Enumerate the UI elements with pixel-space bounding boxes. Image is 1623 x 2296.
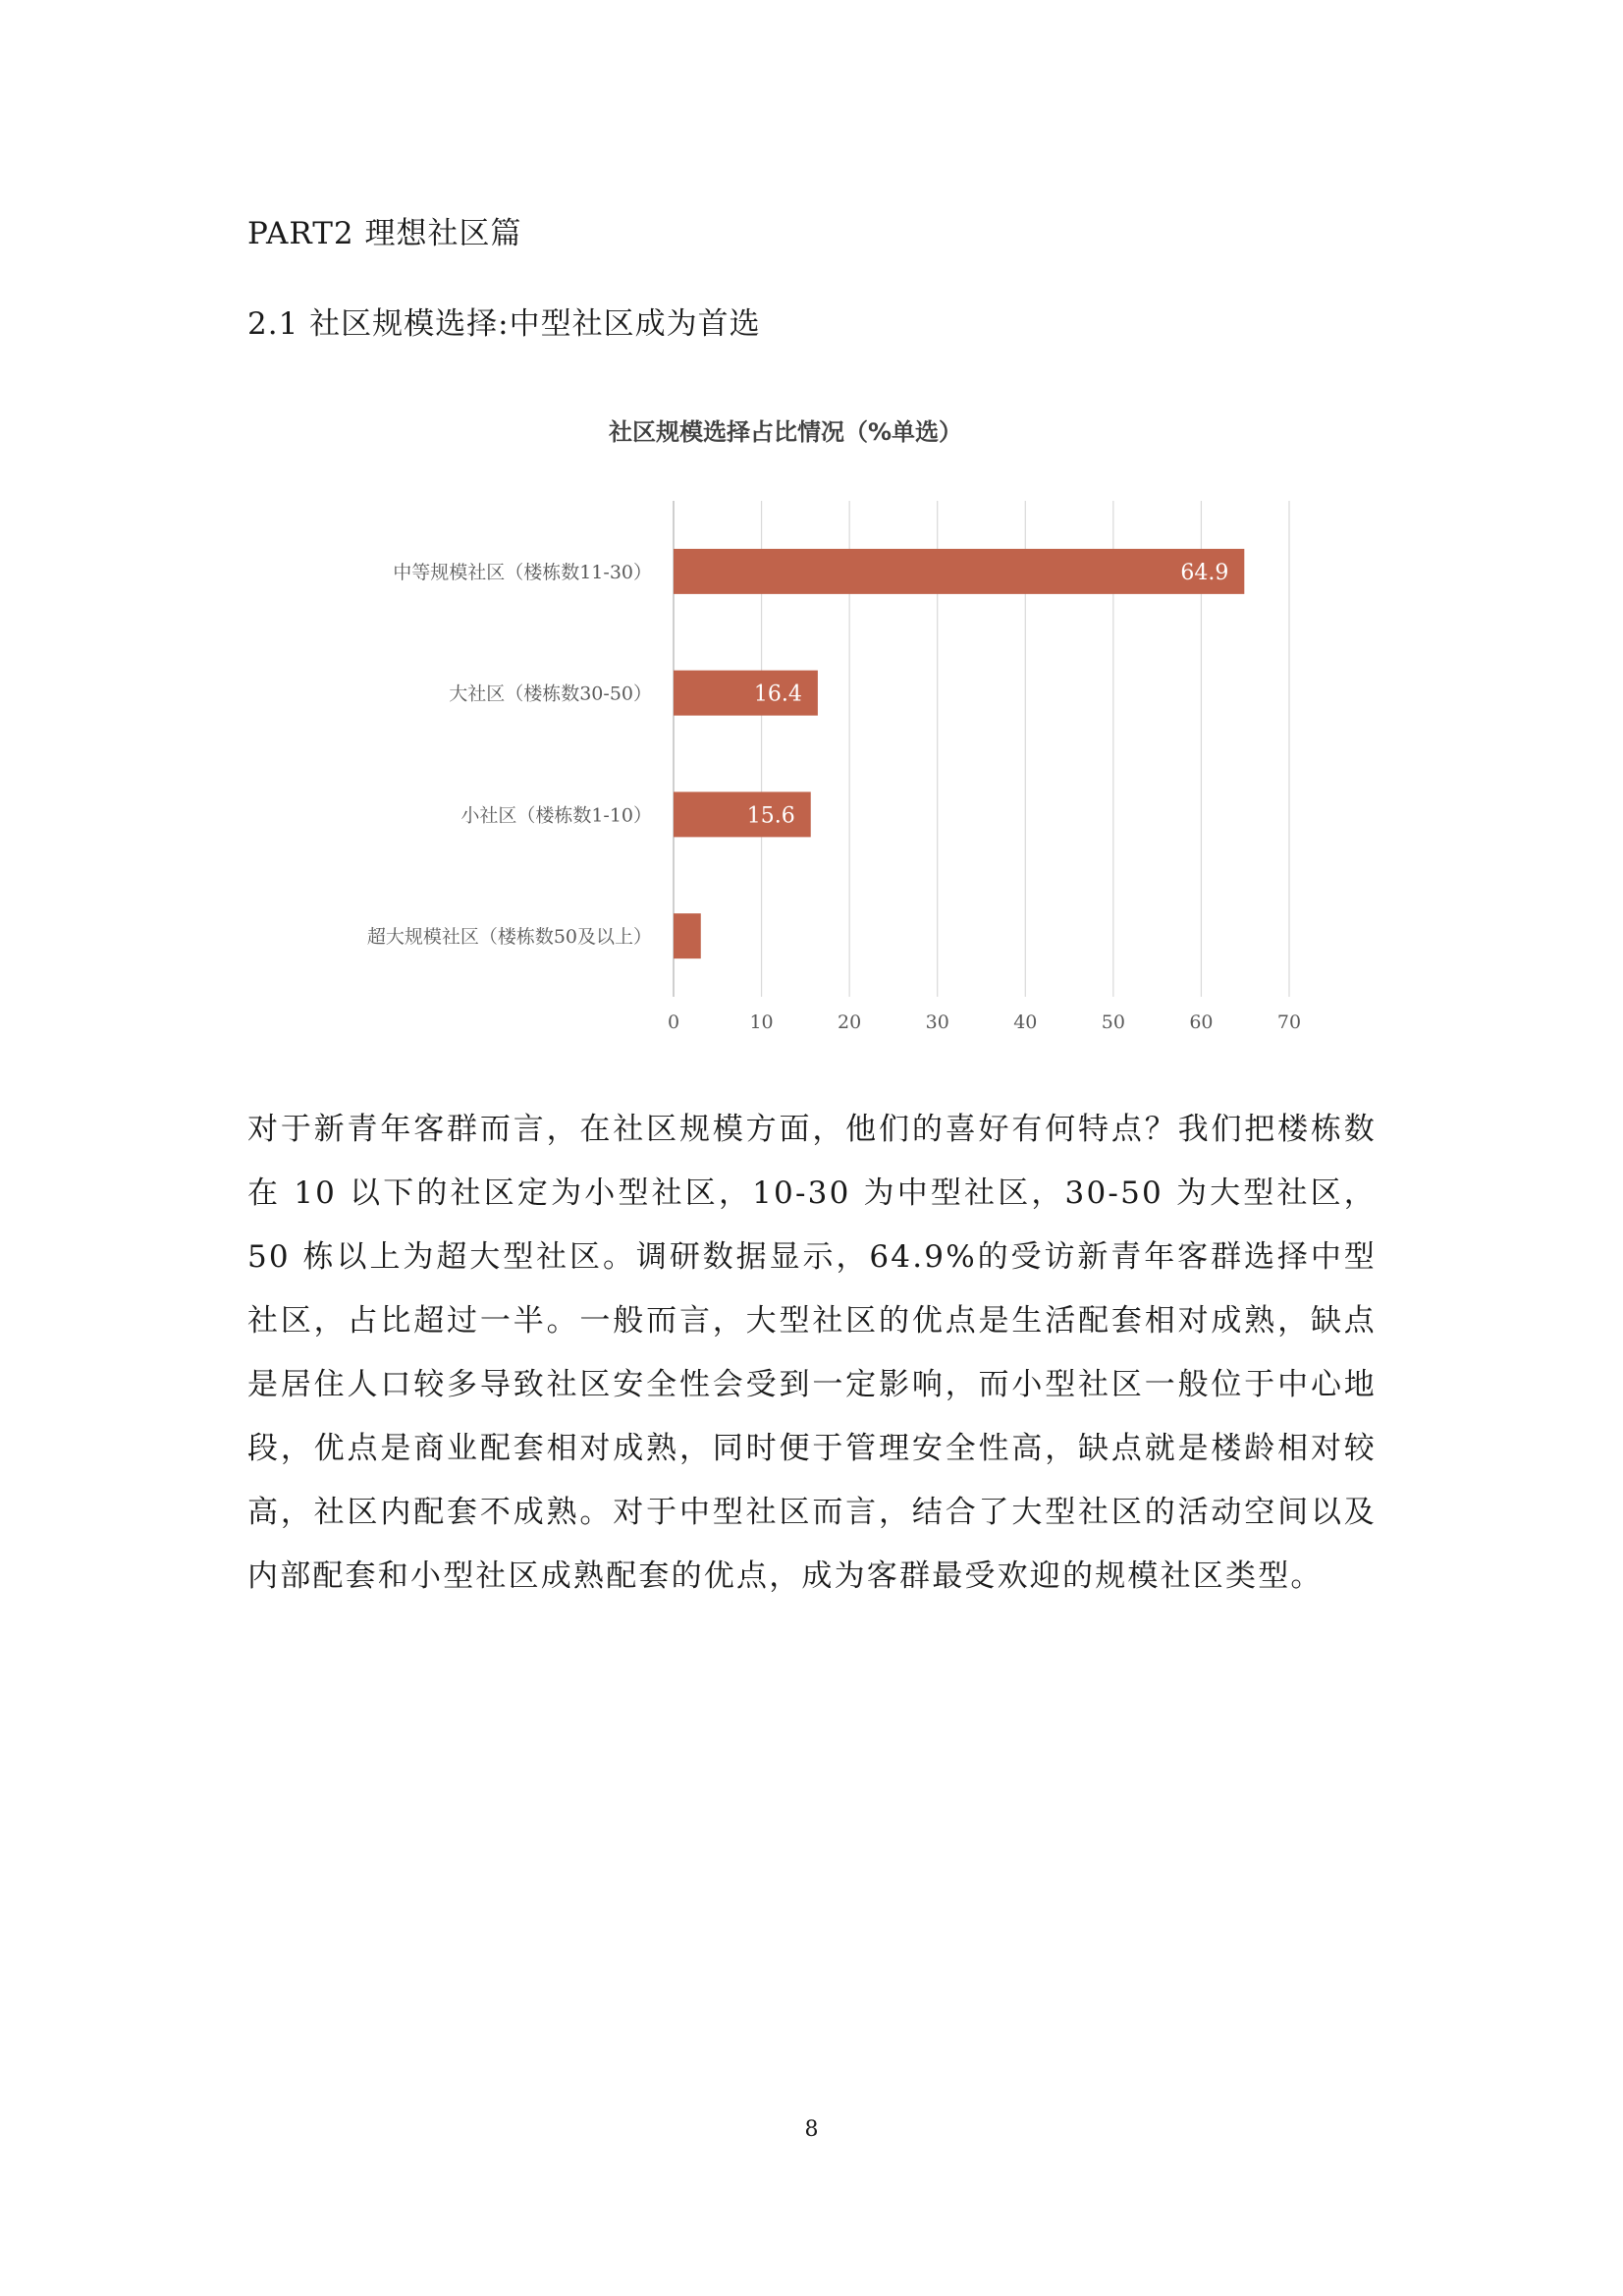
chart-x-tick-labels	[668, 1011, 1301, 1033]
x-tick-label: 70	[1276, 1011, 1302, 1033]
bar	[674, 913, 701, 958]
category-label: 大社区（楼栋数30-50）	[449, 683, 652, 705]
body-paragraph: 对于新青年客群而言，在社区规模方面，他们的喜好有何特点？我们把楼栋数在 10 以下的社区定为小型社区，10-30 为中型社区，30-50 为大型社区，50 栋以上为超大型社区。调研数据显示，64.9%的受访新青年客群选择中型社区，占比超过一半。一般而言，大型社区的优点是生活配套相对成熟，缺点是居住人口较多导致社区安全性会受到一定影响，而小型社区一般位于中心地段，优点是商业配套相对成熟，同时便于管理安全性高，缺点就是楼龄相对较高，社区内配套不成熟。对于中型社区而言，结合了大型社区的活动空间以及内部配套和小型社区成熟配套的优点，成为客群最受欢迎的规模社区类型。	[247, 1112, 1377, 1594]
bar-data-label: 16.4	[753, 682, 802, 707]
section-heading: 2.1 社区规模选择:中型社区成为首选	[247, 306, 761, 342]
bar-data-label: 15.6	[746, 803, 795, 829]
bar-chart	[295, 403, 1325, 1051]
x-tick-label: 10	[749, 1011, 774, 1033]
chart-bars	[674, 549, 1244, 958]
x-tick-label: 30	[925, 1011, 949, 1033]
chart-title: 社区规模选择占比情况（%单选）	[608, 418, 963, 446]
page-number: 8	[804, 2117, 819, 2142]
x-tick-label: 40	[1013, 1011, 1038, 1033]
x-tick-label: 20	[838, 1011, 862, 1033]
x-tick-label: 60	[1189, 1011, 1214, 1033]
bar	[674, 549, 1244, 594]
category-label: 超大规模社区（楼栋数50及以上）	[366, 926, 652, 949]
bar-data-label: 64.9	[1180, 560, 1229, 585]
bar-chart-svg	[295, 403, 1325, 1051]
chart-category-labels	[367, 562, 652, 948]
x-tick-label: 50	[1101, 1011, 1125, 1033]
part-heading: PART2 理想社区篇	[247, 216, 522, 251]
category-label: 中等规模社区（楼栋数11-30）	[393, 561, 652, 583]
x-tick-label: 0	[667, 1011, 680, 1033]
category-label: 小社区（楼栋数1-10）	[460, 804, 652, 827]
